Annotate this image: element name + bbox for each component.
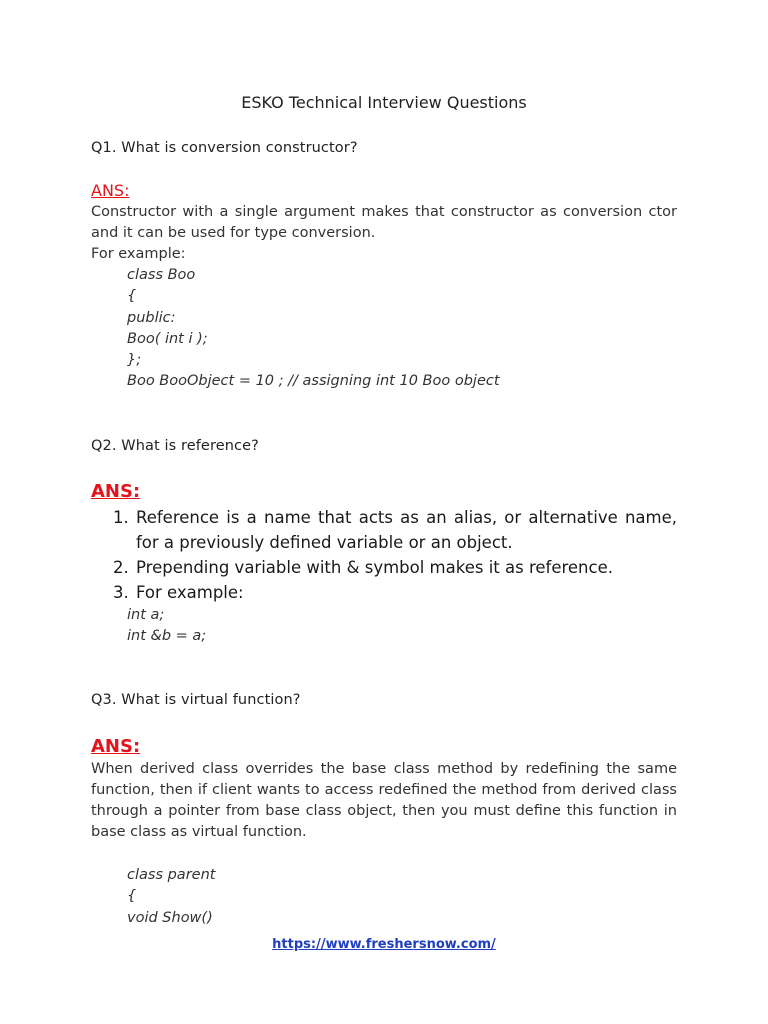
list-text: Prepending variable with & symbol makes it as reference. bbox=[136, 558, 613, 577]
question-1: Q1. What is conversion constructor? bbox=[91, 140, 358, 156]
code-line: { bbox=[127, 288, 137, 305]
code-block-3 bbox=[127, 865, 215, 929]
code-line: { bbox=[127, 888, 137, 905]
code-block-1 bbox=[127, 265, 500, 393]
list-item bbox=[113, 580, 677, 605]
footer bbox=[0, 937, 768, 952]
list-text: For example: bbox=[136, 583, 244, 602]
example-intro-1: For example: bbox=[91, 246, 186, 262]
code-line: Boo( int i ); bbox=[127, 330, 208, 347]
code-line: }; bbox=[127, 352, 142, 369]
list-item bbox=[113, 555, 677, 580]
question-2: Q2. What is reference? bbox=[91, 438, 259, 454]
code-line: int a; bbox=[127, 607, 165, 623]
answer-label-3: ANS: bbox=[91, 736, 141, 757]
code-line: class parent bbox=[127, 867, 216, 883]
code-line: Boo BooObject = 10 ; // assigning int 10 Boo object bbox=[127, 373, 500, 390]
code-block-2 bbox=[127, 605, 206, 648]
answer-list-2 bbox=[113, 505, 677, 605]
code-line: int &b = a; bbox=[127, 628, 207, 645]
footer-link[interactable]: https://www.freshersnow.com/ bbox=[272, 937, 496, 952]
list-text: Reference is a name that acts as an alias, or alternative name, for a previously defined variable or an object. bbox=[136, 508, 677, 552]
answer-label-1: ANS: bbox=[91, 181, 130, 200]
list-item bbox=[113, 505, 677, 555]
code-line: public: bbox=[127, 309, 176, 326]
answer-text-1: Constructor with a single argument makes that constructor as conversion ctor and it can be used for type conversion. bbox=[91, 204, 677, 241]
list-number: 2. bbox=[113, 558, 129, 577]
list-number: 3. bbox=[113, 583, 129, 602]
code-line: void Show() bbox=[127, 909, 213, 926]
answer-label-2: ANS: bbox=[91, 481, 141, 502]
code-line: class Boo bbox=[127, 267, 196, 283]
page-title: ESKO Technical Interview Questions bbox=[241, 93, 527, 112]
answer-text-3: When derived class overrides the base class method by redefining the same function, then if client wants to access redefined the method from derived class through a pointer from base class object, then you must define this function in base class as virtual function. bbox=[91, 761, 677, 840]
list-number: 1. bbox=[113, 508, 129, 527]
question-3: Q3. What is virtual function? bbox=[91, 692, 301, 708]
